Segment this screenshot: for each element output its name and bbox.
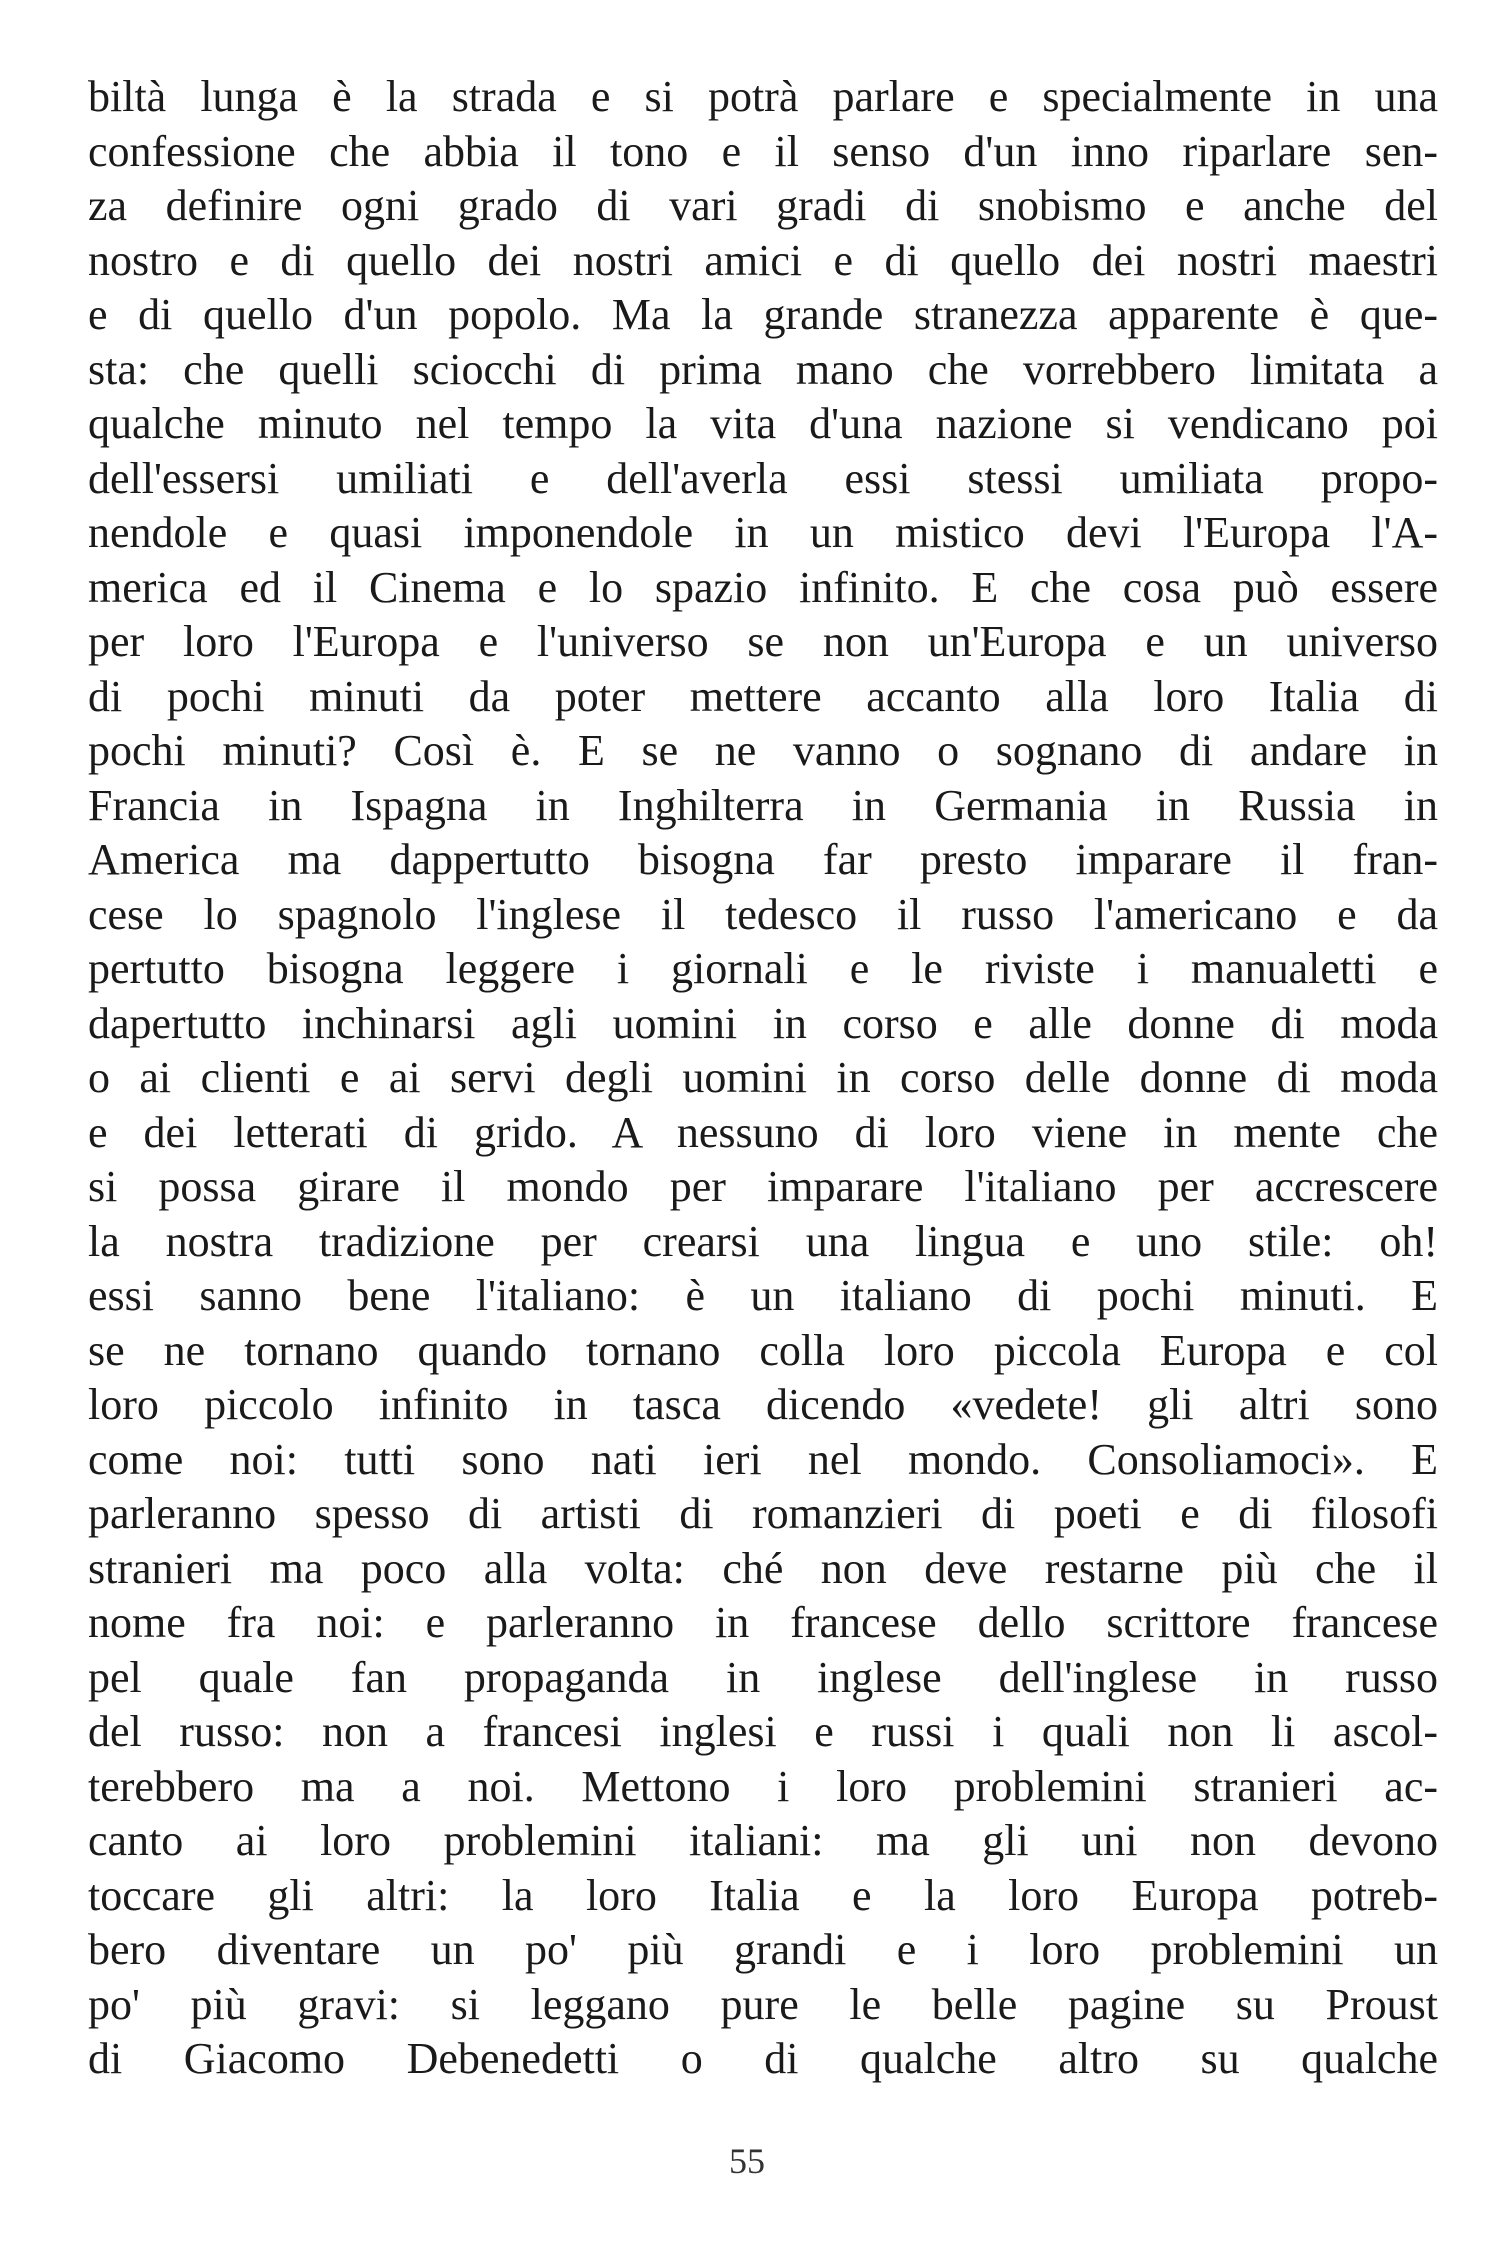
- text-line: pertutto bisogna leggere i giornali e le riviste i manualetti e: [88, 944, 1438, 993]
- text-line: nendole e quasi imponendole in un mistico devi l'Europa l'A-: [88, 508, 1438, 557]
- text-line: se ne tornano quando tornano colla loro piccola Europa e col: [88, 1325, 1438, 1375]
- text-line: e dei letterati di grido. A nessuno di loro viene in mente che: [88, 1107, 1438, 1157]
- text-line: pochi minuti? Così è. E se ne vanno o sognano di andare in: [88, 726, 1438, 775]
- text-line: per loro l'Europa e l'universo se non un'Europa e un universo: [88, 617, 1438, 666]
- text-line: dapertutto inchinarsi agli uomini in corso e alle donne di moda: [88, 998, 1438, 1048]
- text-line: dell'essersi umiliati e dell'averla essi stessi umiliata propo-: [88, 453, 1438, 503]
- text-line: loro piccolo infinito in tasca dicendo «vedete! gli altri sono: [88, 1380, 1438, 1429]
- body-text: [88, 70, 1438, 2087]
- text-line: po' più gravi: si leggano pure le belle pagine su Proust: [88, 1979, 1438, 2029]
- text-line: essi sanno bene l'italiano: è un italiano di pochi minuti. E: [88, 1271, 1438, 1320]
- text-line: e di quello d'un popolo. Ma la grande stranezza apparente è que-: [88, 290, 1438, 339]
- text-line: merica ed il Cinema e lo spazio infinito. E che cosa può essere: [88, 562, 1438, 612]
- text-line: toccare gli altri: la loro Italia e la loro Europa potreb-: [88, 1870, 1438, 1920]
- page-number: 55: [729, 2141, 765, 2181]
- text-line: stranieri ma poco alla volta: ché non deve restarne più che il: [88, 1543, 1438, 1593]
- text-line: qualche minuto nel tempo la vita d'una nazione si vendicano poi: [88, 399, 1438, 448]
- text-line: o ai clienti e ai servi degli uomini in corso delle donne di moda: [88, 1053, 1438, 1102]
- text-line: di Giacomo Debenedetti o di qualche altro su qualche: [88, 2034, 1438, 2083]
- text-line: di pochi minuti da poter mettere accanto alla loro Italia di: [88, 671, 1438, 721]
- text-line: America ma dappertutto bisogna far presto imparare il fran-: [88, 835, 1438, 884]
- text-line: biltà lunga è la strada e si potrà parlare e specialmente in una: [88, 72, 1438, 121]
- text-line: canto ai loro problemini italiani: ma gli uni non devono: [88, 1816, 1438, 1865]
- text-line: parleranno spesso di artisti di romanzieri di poeti e di filosofi: [88, 1489, 1438, 1538]
- text-line: nostro e di quello dei nostri amici e di quello dei nostri maestri: [88, 235, 1438, 285]
- text-line: la nostra tradizione per crearsi una lingua e uno stile: oh!: [88, 1216, 1438, 1266]
- text-line: come noi: tutti sono nati ieri nel mondo. Consoliamoci». E: [88, 1434, 1438, 1484]
- text-line: Francia in Ispagna in Inghilterra in Germania in Russia in: [88, 780, 1438, 830]
- text-line: confessione che abbia il tono e il senso d'un inno riparlare sen-: [88, 126, 1438, 176]
- text-line: si possa girare il mondo per imparare l'italiano per accrescere: [88, 1162, 1438, 1211]
- text-line: del russo: non a francesi inglesi e russi i quali non li ascol-: [88, 1707, 1438, 1756]
- text-line: za definire ogni grado di vari gradi di snobismo e anche del: [88, 181, 1438, 230]
- text-line: pel quale fan propaganda in inglese dell'inglese in russo: [88, 1652, 1438, 1702]
- text-line: sta: che quelli sciocchi di prima mano che vorrebbero limitata a: [88, 344, 1438, 394]
- text-line: terebbero ma a noi. Mettono i loro problemini stranieri ac-: [88, 1761, 1438, 1811]
- text-line: nome fra noi: e parleranno in francese dello scrittore francese: [88, 1598, 1438, 1647]
- text-line: bero diventare un po' più grandi e i loro problemini un: [88, 1925, 1438, 1974]
- text-line: cese lo spagnolo l'inglese il tedesco il russo l'americano e da: [88, 889, 1438, 939]
